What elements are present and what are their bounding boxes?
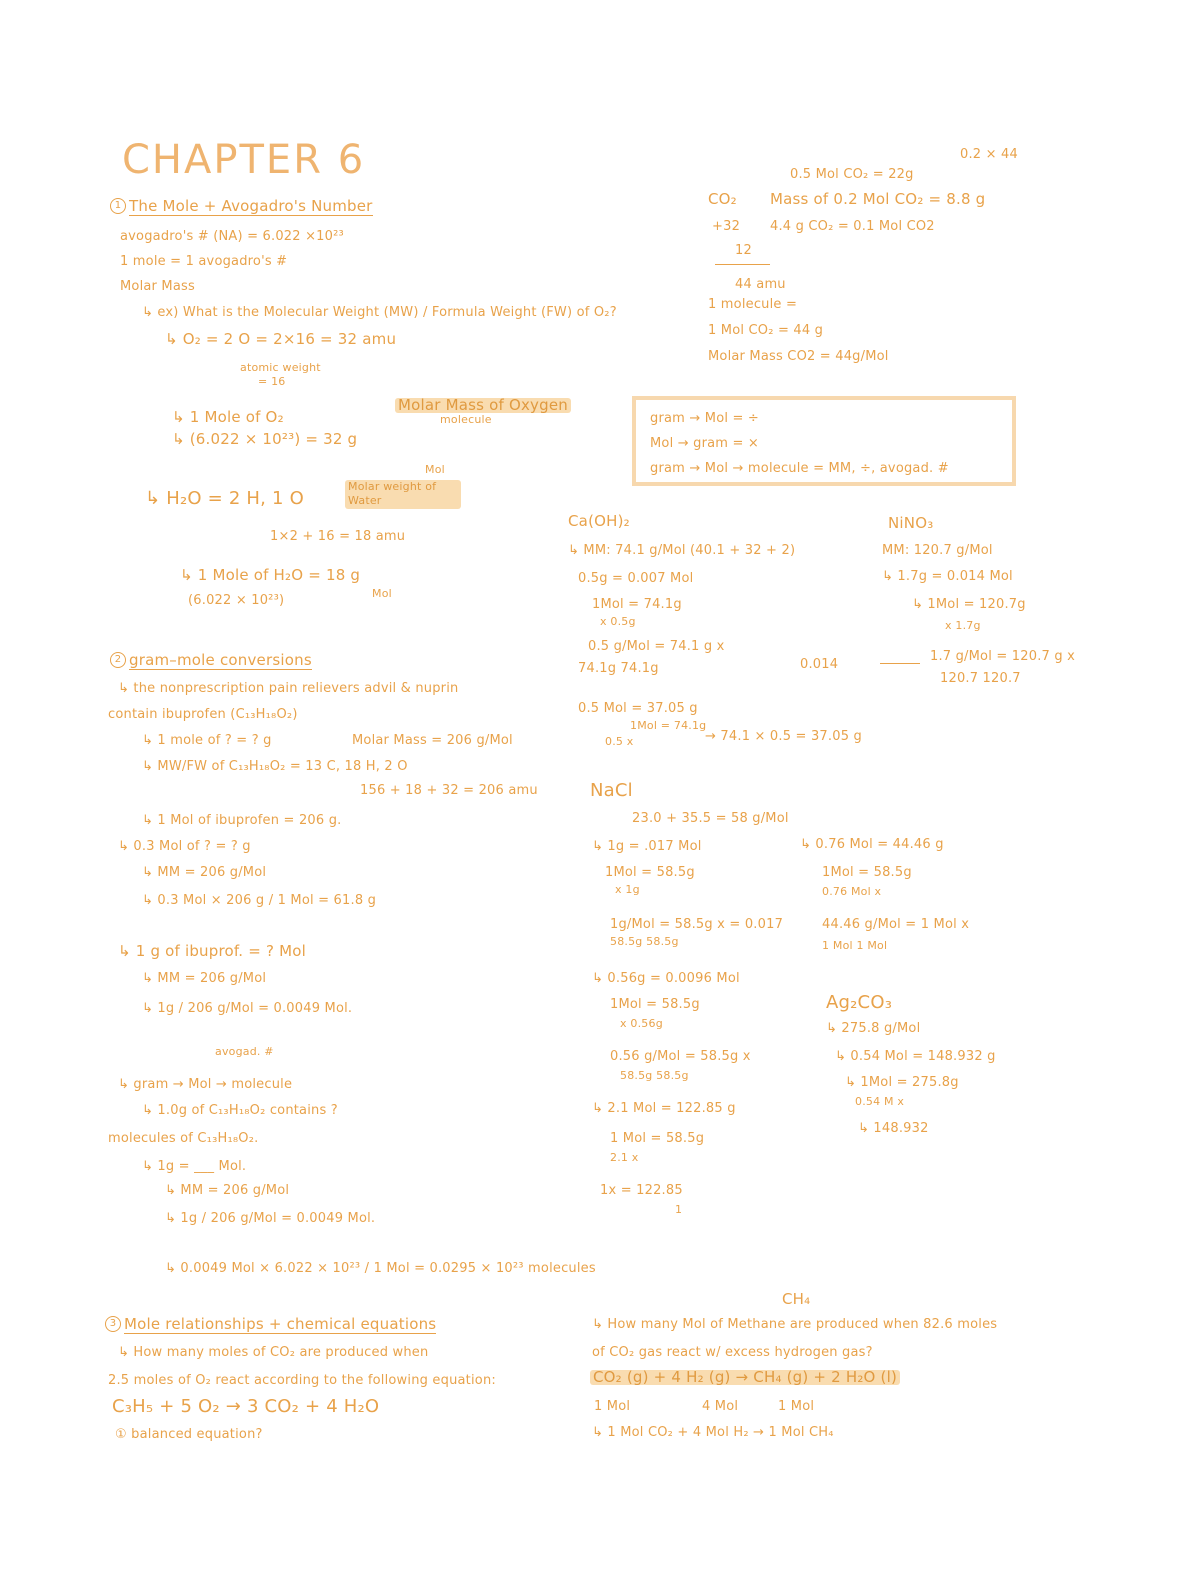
- compound-heading: Ca(OH)₂: [568, 512, 630, 530]
- compound-heading: NiNO₃: [888, 514, 934, 532]
- note-line: 1 Mol 1 Mol: [822, 939, 888, 952]
- note-line: 0.014: [800, 657, 839, 672]
- box-line: gram → Mol = ÷: [650, 411, 760, 426]
- note-line: Mass of 0.2 Mol CO₂ = 8.8 g: [770, 190, 986, 208]
- note-line: ↳ 1g = ___ Mol.: [142, 1159, 247, 1174]
- note-line: Molar Mass CO2 = 44g/Mol: [708, 349, 889, 364]
- water-note: Molar weight of Water: [345, 480, 461, 509]
- note-line: 1g/Mol = 58.5g x = 0.017: [610, 917, 784, 932]
- unit-label: Mol: [425, 463, 445, 476]
- section-number: 2: [110, 652, 126, 668]
- note-line: ↳ 0.3 Mol of ? = ? g: [118, 839, 251, 854]
- note-line: ↳ the nonprescription pain relievers advil & nuprin: [118, 681, 459, 696]
- section-3-heading: [105, 1316, 436, 1332]
- note-line: x 0.5g: [600, 615, 636, 628]
- section-number: 1: [110, 198, 126, 214]
- note-line: 1 mole = 1 avogadro's #: [120, 254, 288, 269]
- note-line: 1 Mol: [778, 1399, 815, 1414]
- note-line: ↳ 1g = .017 Mol: [592, 839, 702, 854]
- divider: [715, 264, 770, 265]
- note-line: 1Mol = 58.5g: [610, 997, 700, 1012]
- note-line: Molar Mass = 206 g/Mol: [352, 733, 513, 748]
- note-line: ↳ 1Mol = 275.8g: [845, 1075, 959, 1090]
- note-line: 0.54 M x: [855, 1095, 905, 1108]
- note-line: 2.5 moles of O₂ react according to the following equation:: [108, 1373, 496, 1388]
- note-line: 12: [735, 243, 752, 258]
- note-line: 4.4 g CO₂ = 0.1 Mol CO2: [770, 219, 935, 234]
- conversion-summary-box: [632, 396, 1016, 486]
- note-line: ① balanced equation?: [115, 1427, 263, 1442]
- note-line: 0.5 g/Mol = 74.1 g x: [588, 639, 725, 654]
- note-line: +32: [712, 219, 741, 234]
- note-line: ↳ How many moles of CO₂ are produced when: [118, 1345, 429, 1360]
- note-line: 58.5g 58.5g: [610, 935, 679, 948]
- note-line: 0.5g = 0.007 Mol: [578, 571, 694, 586]
- note-line: ↳ MM = 206 g/Mol: [142, 865, 267, 880]
- box-line: Mol → gram = ×: [650, 436, 760, 451]
- note-line: MM: 120.7 g/Mol: [882, 543, 993, 558]
- note-line: 1 molecule =: [708, 297, 798, 312]
- annotation: atomic weight: [240, 361, 321, 374]
- note-line: 1Mol = 58.5g: [605, 865, 695, 880]
- note-line: 1×2 + 16 = 18 amu: [270, 529, 406, 544]
- note-line: 1Mol = 74.1g: [630, 719, 707, 732]
- note-line: ↳ How many Mol of Methane are produced when 82.6 moles: [592, 1317, 998, 1332]
- section-number: 3: [105, 1316, 121, 1332]
- annotation: = 16: [258, 375, 286, 388]
- note-line: 1Mol = 58.5g: [822, 865, 912, 880]
- note-line: ↳ MM = 206 g/Mol: [165, 1183, 290, 1198]
- annotation: molecule: [440, 413, 492, 426]
- note-line: ↳ 1 Mol of ibuprofen = 206 g.: [142, 813, 342, 828]
- note-line: of CO₂ gas react w/ excess hydrogen gas?: [592, 1345, 873, 1360]
- page-title: CHAPTER 6: [122, 137, 366, 183]
- note-line: 1x = 122.85: [600, 1183, 683, 1198]
- note-line: ↳ 0.3 Mol × 206 g / 1 Mol = 61.8 g: [142, 893, 377, 908]
- note-line: CO₂: [708, 190, 737, 208]
- note-line: 1Mol = 74.1g: [592, 597, 682, 612]
- note-line: ↳ O₂ = 2 O = 2×16 = 32 amu: [165, 330, 397, 348]
- note-line: 44 amu: [735, 277, 786, 292]
- note-line: ↳ MM = 206 g/Mol: [142, 971, 267, 986]
- annotation: avogad. #: [215, 1045, 274, 1058]
- note-line: ↳ 1 Mole of O₂: [172, 408, 284, 426]
- arrow-line: [880, 663, 920, 664]
- compound-heading: Ag₂CO₃: [826, 992, 893, 1013]
- note-line: → 74.1 × 0.5 = 37.05 g: [705, 729, 862, 744]
- section-title: gram–mole conversions: [129, 650, 312, 669]
- note-line: ↳ 1.0g of C₁₃H₁₈O₂ contains ?: [142, 1103, 338, 1118]
- note-line: 1 Mol CO₂ = 44 g: [708, 323, 824, 338]
- note-line: ↳ gram → Mol → molecule: [118, 1077, 293, 1092]
- note-line: ↳ 1.7g = 0.014 Mol: [882, 569, 1013, 584]
- note-line: x 1.7g: [945, 619, 981, 632]
- note-line: ↳ 1Mol = 120.7g: [912, 597, 1026, 612]
- note-line: ↳ 1 Mol CO₂ + 4 Mol H₂ → 1 Mol CH₄: [592, 1425, 834, 1440]
- note-line: 0.5 Mol = 37.05 g: [578, 701, 698, 716]
- note-line: 23.0 + 35.5 = 58 g/Mol: [632, 811, 789, 826]
- annotation: 0.2 × 44: [960, 147, 1018, 162]
- note-line: 1.7 g/Mol = 120.7 g x: [930, 649, 1076, 664]
- section-2-heading: [110, 652, 312, 668]
- equation: C₃H₅ + 5 O₂ → 3 CO₂ + 4 H₂O: [112, 1396, 380, 1417]
- note-line: 156 + 18 + 32 = 206 amu: [360, 783, 538, 798]
- note-line: ↳ 1 Mole of H₂O = 18 g: [180, 566, 361, 584]
- note-line: ↳ 0.54 Mol = 148.932 g: [835, 1049, 996, 1064]
- note-line: ↳ 0.76 Mol = 44.46 g: [800, 837, 944, 852]
- molar-mass-note: Molar Mass of Oxygen: [395, 398, 571, 413]
- note-line: x 1g: [615, 883, 640, 896]
- note-line: 0.5 Mol CO₂ = 22g: [790, 167, 914, 182]
- note-line: avogadro's # (NA) = 6.022 ×10²³: [120, 229, 344, 244]
- section-1-heading: [110, 198, 373, 214]
- note-line: contain ibuprofen (C₁₃H₁₈O₂): [108, 707, 298, 722]
- note-line: 0.5 x: [605, 735, 634, 748]
- section-title: Mole relationships + chemical equations: [124, 1314, 437, 1333]
- box-line: gram → Mol → molecule = MM, ÷, avogad. #: [650, 461, 949, 476]
- note-line: ↳ MM: 74.1 g/Mol (40.1 + 32 + 2): [568, 543, 796, 558]
- note-line: ↳ MW/FW of C₁₃H₁₈O₂ = 13 C, 18 H, 2 O: [142, 759, 408, 774]
- note-line: ↳ (6.022 × 10²³) = 32 g: [172, 430, 358, 448]
- note-line: 1 Mol: [594, 1399, 631, 1414]
- note-line: ↳ 148.932: [858, 1121, 929, 1136]
- compound-heading: CH₄: [782, 1290, 811, 1308]
- note-line: ↳ H₂O = 2 H, 1 O: [145, 488, 304, 509]
- note-line: 1: [675, 1203, 683, 1216]
- note-line: (6.022 × 10²³): [188, 593, 285, 608]
- note-line: Molar Mass: [120, 279, 195, 294]
- note-line: ↳ 0.56g = 0.0096 Mol: [592, 971, 740, 986]
- note-line: ↳ 1g / 206 g/Mol = 0.0049 Mol.: [165, 1211, 376, 1226]
- note-line: 0.56 g/Mol = 58.5g x: [610, 1049, 751, 1064]
- note-line: 1 Mol = 58.5g: [610, 1131, 705, 1146]
- note-line: ↳ 0.0049 Mol × 6.022 × 10²³ / 1 Mol = 0.0295 × 10²³ molecules: [165, 1261, 596, 1276]
- note-line: ↳ 1 g of ibuprof. = ? Mol: [118, 942, 306, 960]
- note-line: x 0.56g: [620, 1017, 663, 1030]
- note-line: ↳ 1 mole of ? = ? g: [142, 733, 272, 748]
- note-line: 4 Mol: [702, 1399, 739, 1414]
- unit-label: Mol: [372, 587, 392, 600]
- note-line: ↳ 2.1 Mol = 122.85 g: [592, 1101, 736, 1116]
- note-line: 74.1g 74.1g: [578, 661, 659, 676]
- note-line: ↳ ex) What is the Molecular Weight (MW) / Formula Weight (FW) of O₂?: [142, 305, 617, 320]
- note-line: 58.5g 58.5g: [620, 1069, 689, 1082]
- note-line: 120.7 120.7: [940, 671, 1021, 686]
- note-line: 44.46 g/Mol = 1 Mol x: [822, 917, 970, 932]
- section-title: The Mole + Avogadro's Number: [129, 196, 373, 215]
- note-line: 0.76 Mol x: [822, 885, 882, 898]
- note-line: 2.1 x: [610, 1151, 639, 1164]
- note-line: ↳ 1g / 206 g/Mol = 0.0049 Mol.: [142, 1001, 353, 1016]
- equation: CO₂ (g) + 4 H₂ (g) → CH₄ (g) + 2 H₂O (l): [590, 1370, 900, 1385]
- compound-heading: NaCl: [590, 780, 633, 801]
- note-line: molecules of C₁₃H₁₈O₂.: [108, 1131, 259, 1146]
- note-line: ↳ 275.8 g/Mol: [826, 1021, 921, 1036]
